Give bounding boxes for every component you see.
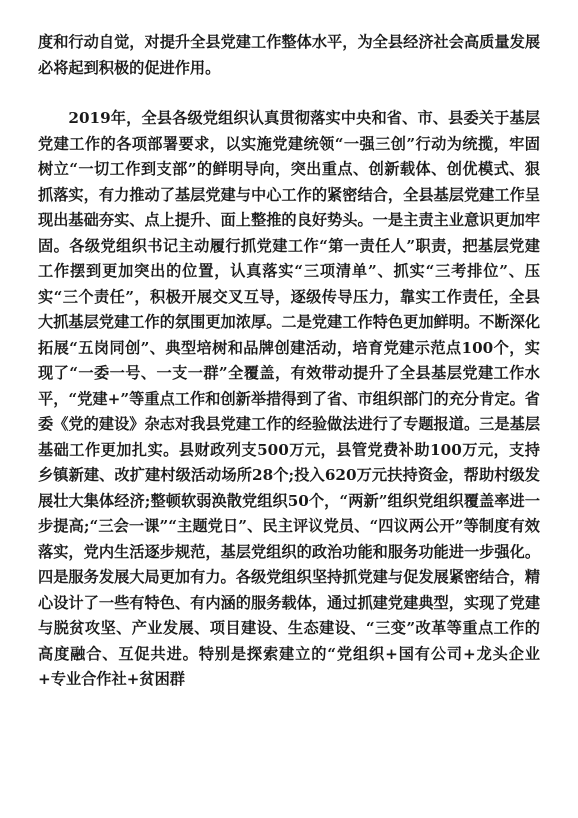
paragraph-party-building-summary: 2019年，全县各级党组织认真贯彻落实中央和省、市、县委关于基层党建工作的各项部署要求，以实施党建统领“一强三创”行动为统揽，牢固树立“一切工作到支部”的鲜明导向，突出重点、创新载体、创优模式、狠抓落实，有力推动了基层党建与中心工作的紧密结合，全县基层党建工作呈现出基础夯实、点上提升、面上整推的良好势头。一是主责主业意识更加牢固。各级党组织书记主动履行抓党建工作“第一责任人”职责，把基层党建工作摆到更加突出的位置，认真落实“三项清单”、抓实“三考排位”、压实“三个责任”，积极开展交叉互导，逐级传导压力，靠实工作责任，全县大抓基层党建工作的氛围更加浓厚。二是党建工作特色更加鲜明。不断深化拓展“五岗同创”、典型培树和品牌创建活动，培育党建示范点100个，实现了“一委一号、一支一群”全覆盖，有效带动提升了全县基层党建工作水平，“党建+”等重点工作和创新举措得到了省、市组织部门的充分肯定。省委《党的建设》杂志对我县党建工作的经验做法进行了专题报道。三是基层基础工作更加扎实。县财政列支500万元，县管党费补助100万元，支持乡镇新建、改扩建村级活动场所28个;投入620万元扶持资金，帮助村级发展壮大集体经济;整顿软弱涣散党组织50个，“两新”组织党组织覆盖率进一步提高;“三会一课”“主题党日”、民主评议党员、“四议两公开”等制度有效落实，党内生活逐步规范，基层党组织的政治功能和服务功能进一步强化。四是服务发展大局更加有力。各级党组织坚持抓党建与促发展紧密结合，精心设计了一些有特色、有内涵的服务载体，通过抓建党建典型，实现了党建与脱贫攻坚、产业发展、项目建设、生态建设、“三变”改革等重点工作的高度融合、互促共进。特别是探索建立的“党组织+国有公司+龙头企业+专业合作社+贫困群 [38, 109, 540, 688]
paragraph-spacer [38, 81, 540, 106]
paragraph-continuation: 度和行动自觉，对提升全县党建工作整体水平，为全县经济社会高质量发展必将起到积极的促进作用。 [38, 33, 540, 77]
